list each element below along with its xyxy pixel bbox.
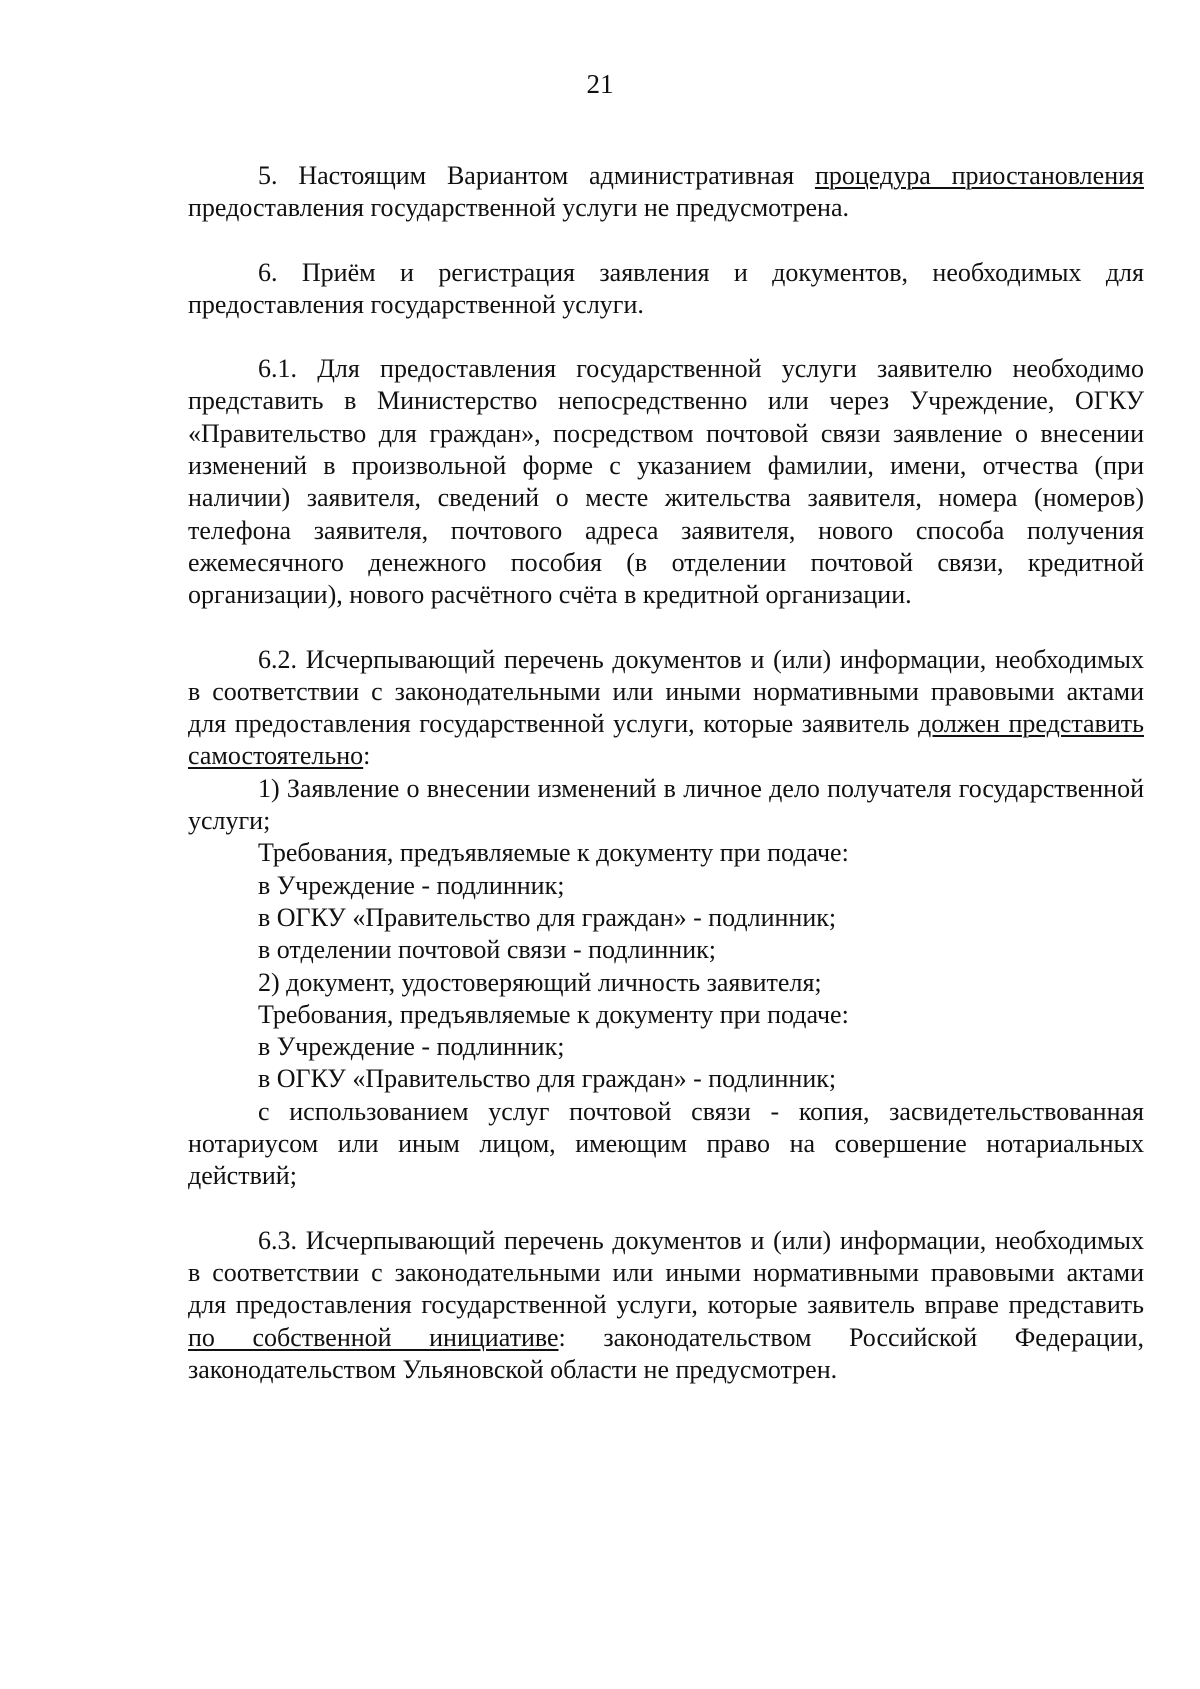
list-item: в ОГКУ «Правительство для граждан» - подлинник; [258,1064,837,1094]
paragraph-6-3 [188,1225,1144,1386]
paragraph-6-1: 6.1. Для предоставления государственной услуги заявителю необходимо представить в Министерство непосредственно или через Учреждение, ОГКУ «Правительство для граждан», посредством почтовой связи заявление о внесении изменений в произвольной форме с указанием фамилии, имени, отчества (при наличии) заявителя, сведений о месте жительства заявителя, номера (номеров) телефона заявителя, почтового адреса заявителя, нового способа получения ежемесячного денежного пособия (в отделении почтовой связи, кредитной организации), нового расчётного счёта в кредитной организации. [188,354,1144,610]
paragraph-6-2-text-after: : [363,741,371,771]
list-item: в отделении почтовой связи - подлинник; [258,935,716,965]
list-item: Требования, предъявляемые к документу при подаче: [258,999,849,1029]
paragraph-5-underlined: процедура приостановления [814,161,1144,190]
paragraph-5-text-after: предоставления государственной услуги не предусмотрена. [188,193,849,223]
list-item: с использованием услуг почтовой связи - копия, засвидетельствованная нотариусом или иным лицом, имеющим право на совершение нотариальных действий; [188,1096,1144,1191]
page-number: 21 [586,69,614,99]
paragraph-6-3-text-before: 6.3. Исчерпывающий перечень документов и (или) информации, необходимых в соответствии с законодательными или иными нормативными правовыми актами для предоставления государственной услуги, которые заявитель вправе представить [188,1225,1144,1320]
paragraph-6-2-underlined: должен представить самостоятельно [188,709,1144,771]
paragraph-5-text-before: 5. Настоящим Вариантом административная [258,161,815,190]
list-item: 2) документ, удостоверяющий личность заявителя; [258,967,822,997]
list-item: в ОГКУ «Правительство для граждан» - подлинник; [258,902,837,932]
paragraph-6-3-text-after: : законодательством Российской Федерации, законодательством Ульяновской области не предусмотрен. [188,1322,1144,1384]
paragraph-6-2-text-before: 6.2. Исчерпывающий перечень документов и (или) информации, необходимых в соответствии с законодательными или иными нормативными правовыми актами для предоставления государственной услуги, которые заявитель [188,644,1144,739]
paragraph-6-3-underlined: по собственной инициативе [188,1322,559,1352]
document-body [188,160,1144,1386]
list-item: в Учреждение - подлинник; [258,1032,565,1062]
paragraph-6-2 [188,644,1144,773]
paragraph-5 [188,160,1144,225]
paragraph-6: 6. Приём и регистрация заявления и документов, необходимых для предоставления государственной услуги. [188,257,1144,319]
list-item: 1) Заявление о внесении изменений в личное дело получателя государственной услуги; [188,773,1144,836]
list-item: в Учреждение - подлинник; [258,870,565,900]
list-item: Требования, предъявляемые к документу при подаче: [258,838,849,868]
